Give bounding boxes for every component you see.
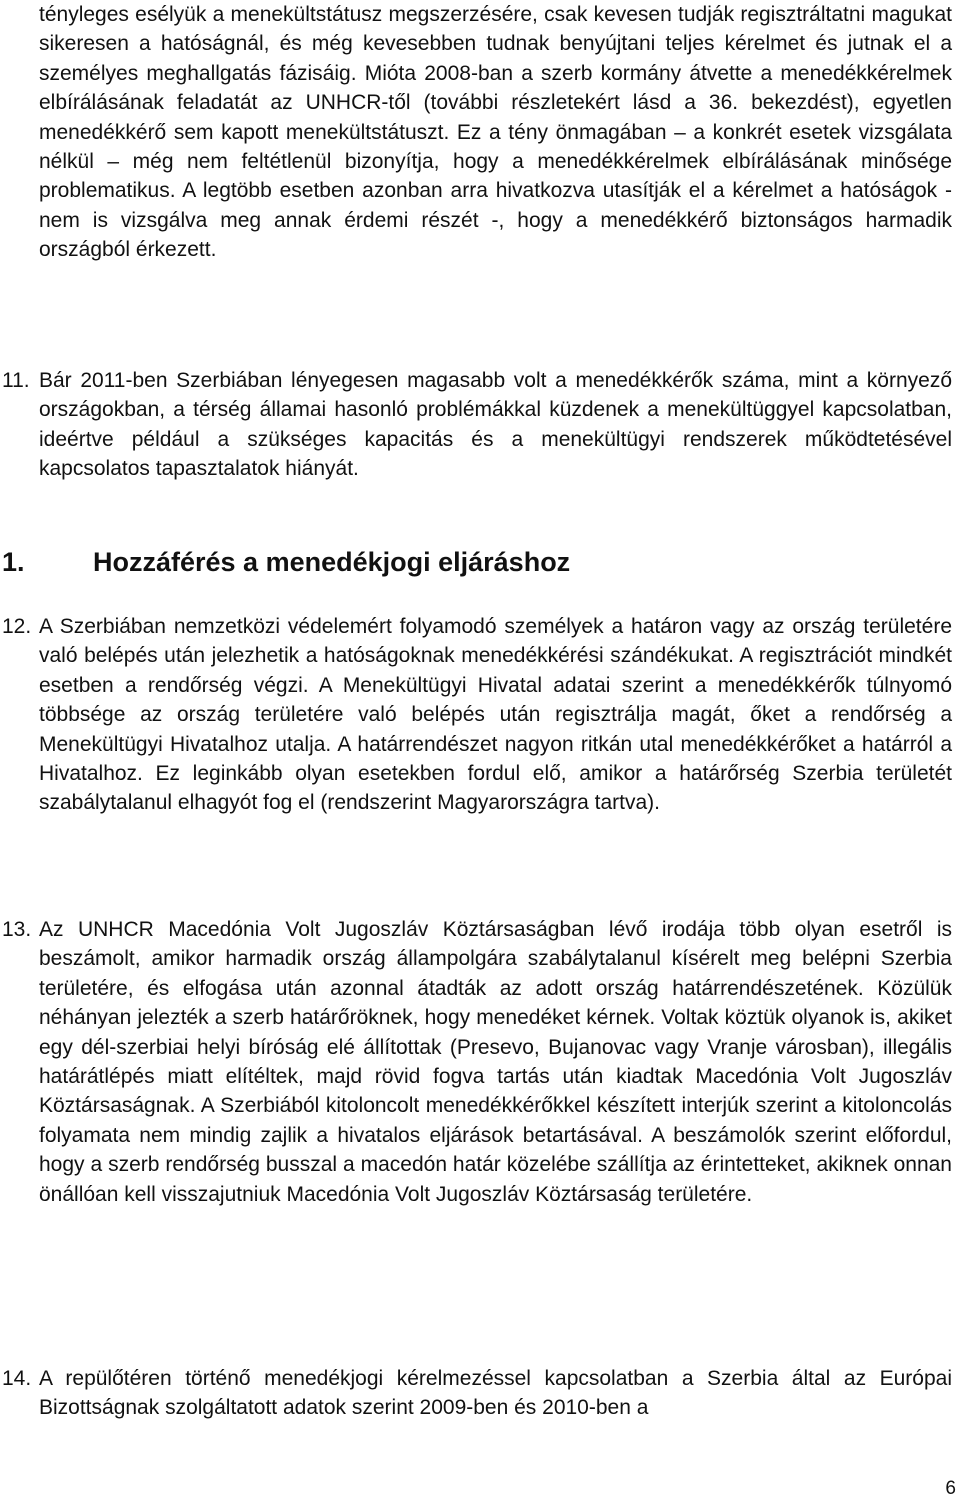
paragraph-text: Bár 2011-ben Szerbiában lényegesen magasabb volt a menedékkérők száma, mint a környező országokban, a térség államai hasonló problémákkal küzdenek a menekültüggyel kapcsolatban, ideértve például a szükséges kapacitás és a menekültügyi rendszerek működtetésével kapcsolatos tapasztalatok hiányát. — [39, 369, 952, 481]
paragraph-number: 14. — [2, 1367, 32, 1390]
paragraph-number: 12. — [2, 615, 32, 638]
paragraph-number: 11. — [2, 369, 30, 392]
section-title: Hozzáférés a menedékjogi eljáráshoz — [93, 547, 571, 577]
page-number: 6 — [945, 1478, 956, 1499]
paragraph-text: Az UNHCR Macedónia Volt Jugoszláv Köztársaságban lévő irodája több olyan esetről is beszámolt, amikor harmadik ország állampolgára szabálytalanul kísérelt meg belépni Szerbia területére, és elfogása után azonnal átadták az adott ország határrendészetének. Közülük néhányan jelezték a szerb határőröknek, hogy menedéket kérnek. Voltak köztük olyanok is, akiket egy dél-szerbiai helyi bíróság elé állítottak (Presevo, Bujanovac vagy Vranje városban), illegális határátlépés miatt elítéltek, majd rövid fogva tartás után kiadtak Macedónia Volt Jugoszláv Köztársaságnak. A Szerbiából kitoloncolt menedékkérőkkel készített interjúk szerint a kitoloncolás folyamata nem mindig zajlik a hivatalos eljárások betartásával. A beszámolók szerint előfordul, hogy a szerb rendőrség busszal a macedón határ közelébe szállítja az érintetteket, akiknek onnan önállóan kell visszajutniuk Macedónia Volt Jugoszláv Köztársaság területére. — [39, 918, 952, 1206]
paragraph-text: A Szerbiában nemzetközi védelemért folyamodó személyek a határon vagy az ország területére való belépés után jelezhetik a hatóságoknak menedékkérési szándékukat. A regisztrációt mindkét esetben a rendőrség végzi. A Menekültügyi Hivatal adatai szerint a menedékkérők túlnyomó többsége az ország területére való belépés után regisztrálja magát, őket a rendőrség a Menekültügyi Hivatalhoz utalja. A határrendészet nagyon ritkán utal menedékkérőket a határról a Hivatalhoz. Ez leginkább olyan esetekben fordul elő, amikor a határőrség Szerbia területét szabálytalanul elhagyót fog el (rendszerint Magyarországra tartva). — [39, 615, 952, 815]
paragraph-number: 13. — [2, 918, 32, 941]
intro-paragraph: tényleges esélyük a menekültstátusz megszerzésére, csak kevesen tudják regisztráltatni magukat sikeresen a hatóságnál, és még kevesebben tudnak benyújtani teljes kérelmet és jutnak el a személyes meghallgatás fázisáig. Mióta 2008-ban a szerb kormány átvette a menedékkérelmek elbírálásának feladatát az UNHCR-től (további részletekért lásd a 36. bekezdést), egyetlen menedékkérő sem kapott menekültstátuszt. Ez a tény önmagában – a konkrét esetek vizsgálata nélkül – még nem feltétlenül bizonyítja, hogy a menedékkérelmek elbírálásának minősége problematikus. A legtöbb esetben azonban arra hivatkozva utasítják el a kérelmet a hatóságok - nem is vizsgálva meg annak érdemi részét -, hogy a menedékkérő biztonságos harmadik országból érkezett. — [39, 3, 952, 262]
paragraph-text: A repülőtéren történő menedékjogi kérelmezéssel kapcsolatban a Szerbia által az Európai Bizottságnak szolgáltatott adatok szerint 2009-ben és 2010-ben a — [39, 1367, 952, 1420]
section-heading — [2, 544, 570, 580]
section-number: 1. — [2, 547, 25, 577]
